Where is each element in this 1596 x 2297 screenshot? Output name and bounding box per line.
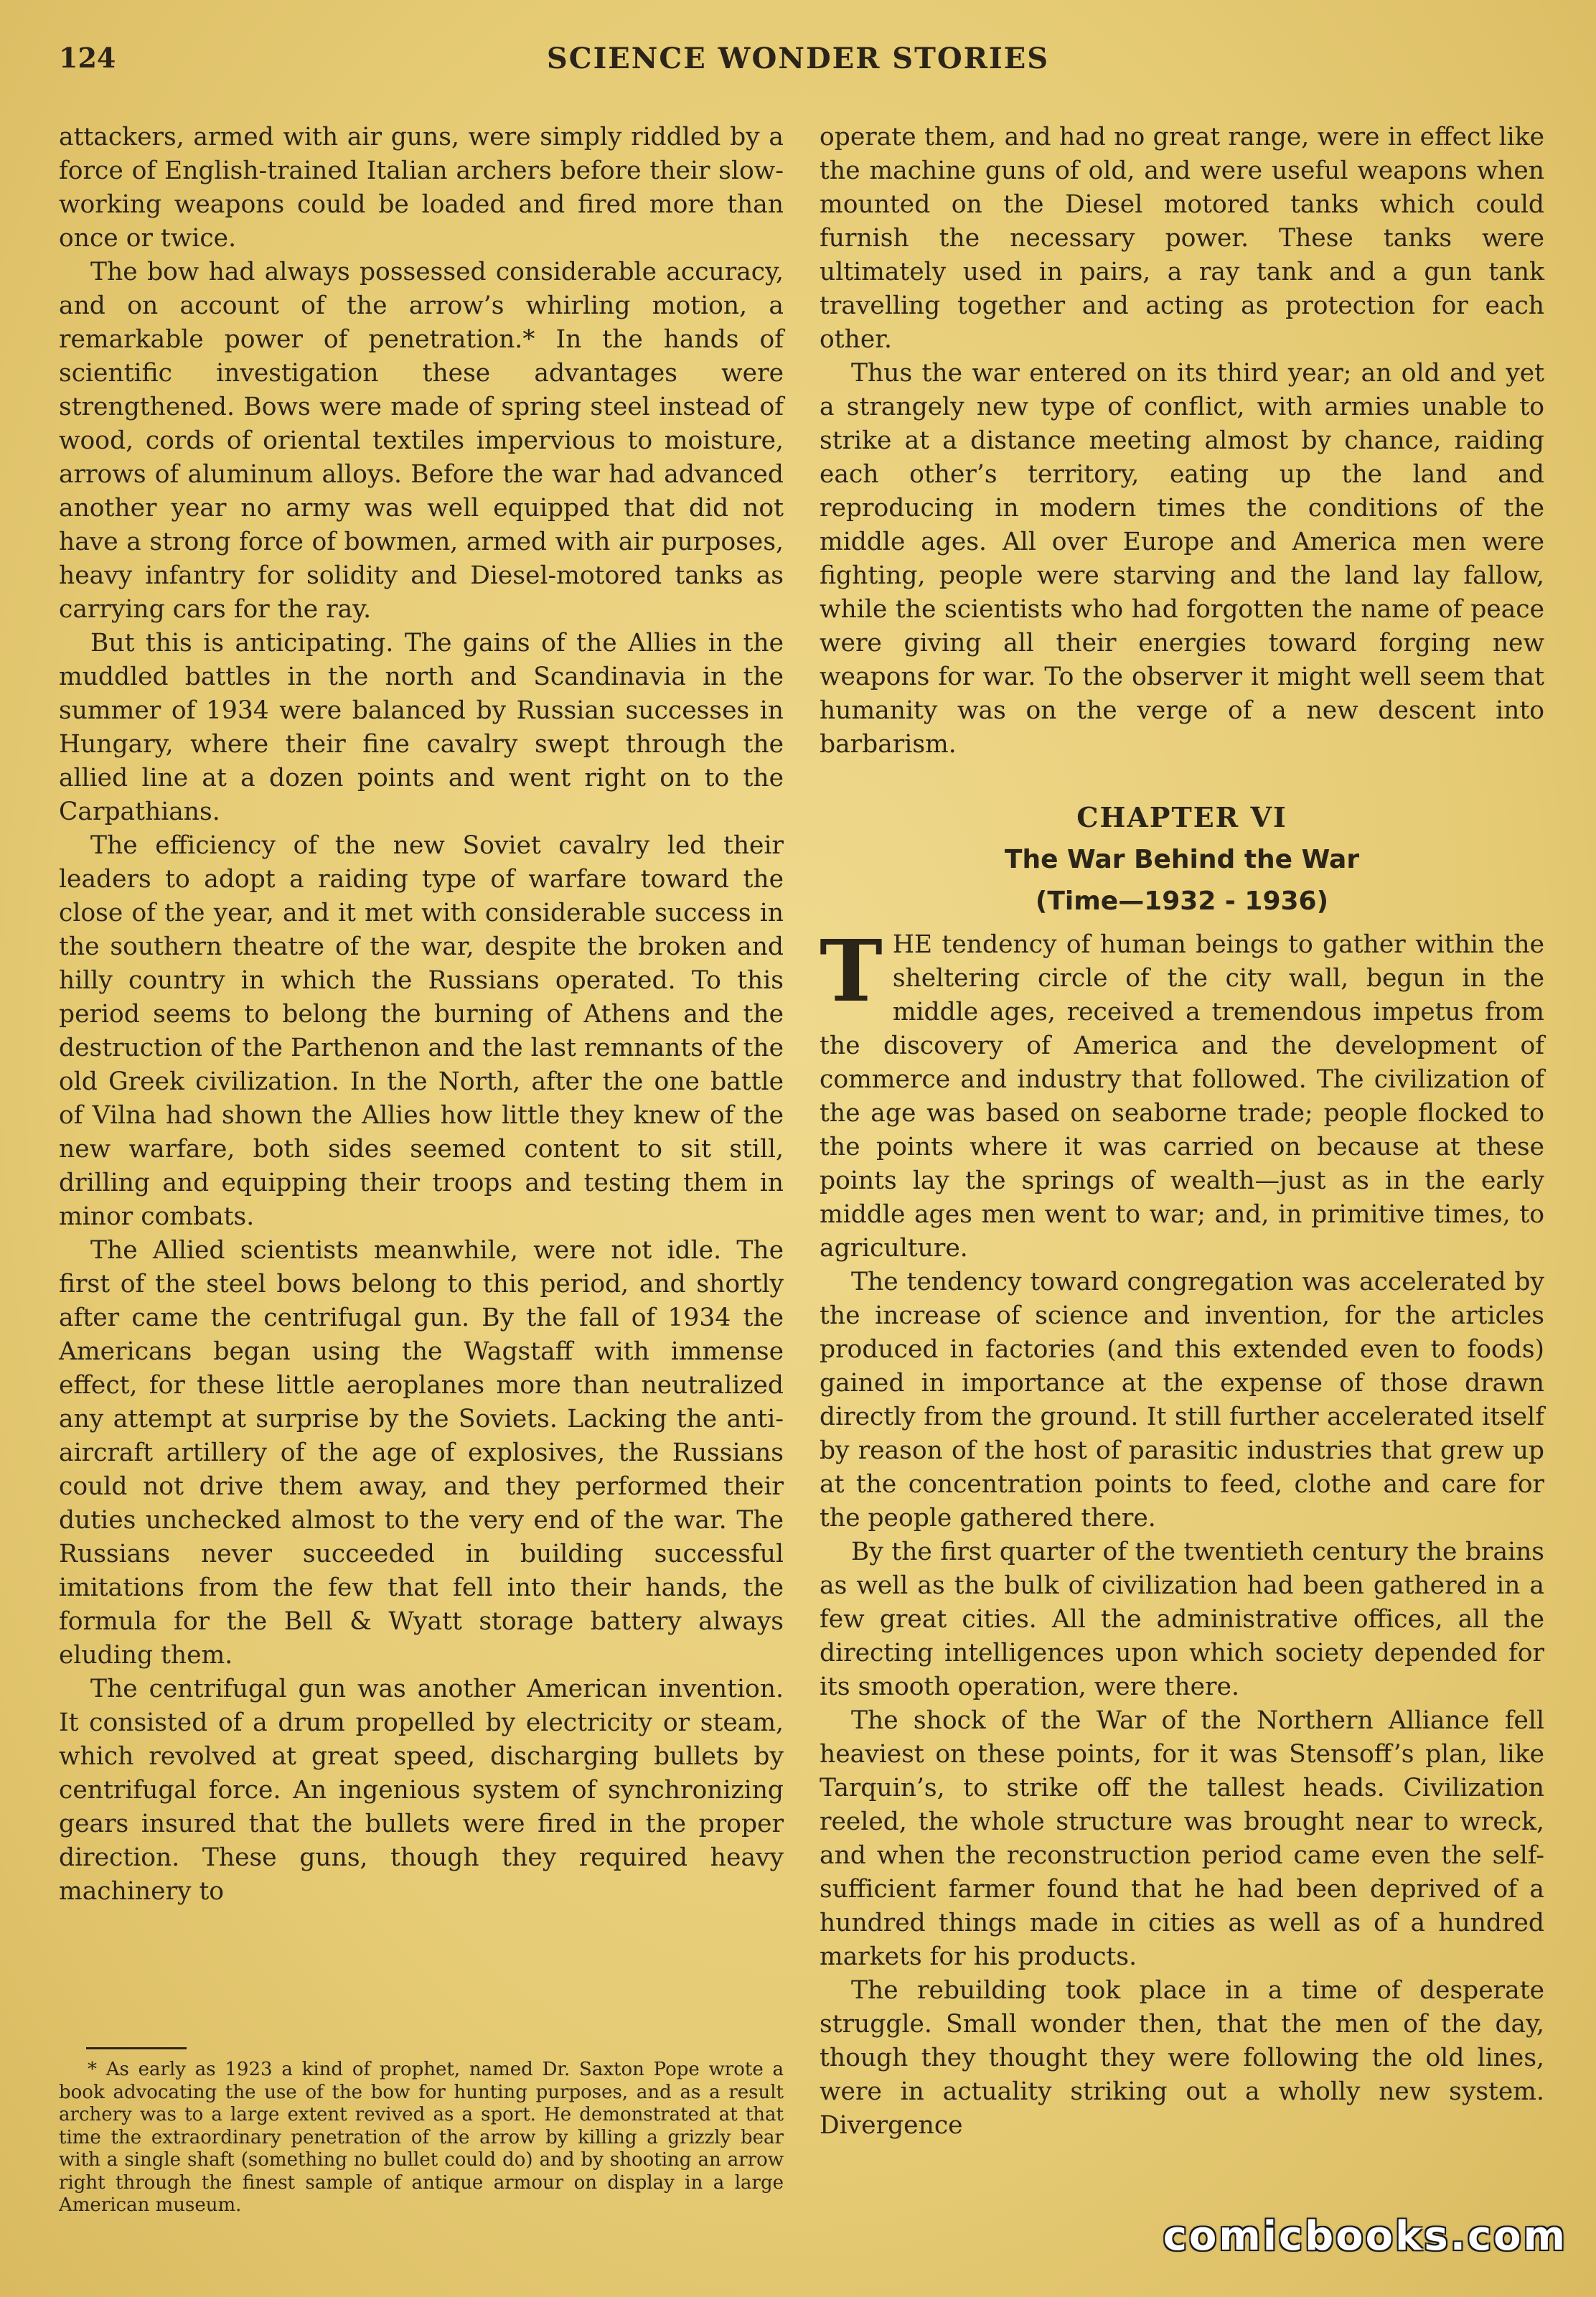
paragraph: But this is anticipating. The gains of the Allies in the muddled battles in the north and Scandinavia in the summer of 1934 were balanced by Russian successes in Hungary, where their fine cavalry swept through the allied line at a dozen points and went right on to the Carpathians. [59, 629, 784, 826]
paragraph: The rebuilding took place in a time of desperate struggle. Small wonder then, that the men of the day, though they thought they were following the old lines, were in actuality striking out a wholly new system. Divergence [820, 1976, 1544, 2140]
page-header [59, 42, 1537, 85]
chapter-title: The War Behind the War [1004, 845, 1360, 874]
drop-cap: T [820, 921, 883, 1021]
paragraph: The centrifugal gun was another American invention. It consisted of a drum propelled by electricity or steam, which revolved at great speed, discharging bullets by centrifugal force. An ingenious system of synchronizing gears insured that the bullets were fired in the proper direction. These guns, though they required heavy machinery to [59, 1675, 784, 1906]
chapter-time: (Time—1932 - 1936) [1035, 886, 1329, 916]
right-column [820, 121, 1544, 2143]
opening-paragraph [820, 921, 1544, 1266]
paragraph: The efficiency of the new Soviet cavalry led their leaders to adopt a raiding type of warfare toward the close of the year, and it met with considerable success in the southern theatre of the war, despite the broken and hilly country in which the Russians operated. To this period seems to belong the burning of Athens and the destruction of the Parthenon and the last remnants of the old Greek civilization. In the North, after the one battle of Vilna had shown the Allies how little they knew of the new warfare, both sides seemed content to sit still, drilling and equipping their troops and testing them in minor combats. [59, 831, 784, 1231]
footnote [59, 2059, 784, 2217]
paragraph: The shock of the War of the Northern Alliance fell heaviest on these points, for it was Stensoff’s plan, like Tarquin’s, to strike off the tallest heads. Civilization reeled, the whole structure was brought near to wreck, and when the reconstruction period came even the self-sufficient farmer found that he had been deprived of a hundred things made in cities as well as of a hundred markets for his products. [820, 1706, 1544, 1971]
opening-paragraph-text: HE tendency of human beings to gather within the sheltering circle of the city wall, begun in the middle ages, received a tremendous impetus from the discovery of America and the development of commerce and industry that followed. The civilization of the age was based on seaborne trade; people flocked to the points where it was carried on because at these points lay the springs of wealth—just as in the early middle ages men went to war; and, in primitive times, to agriculture. [820, 930, 1544, 1263]
paragraph: The bow had always possessed considerable accuracy, and on account of the arrow’s whirling motion, a remarkable power of penetration.* In the hands of scientific investigation these advantages were strengthened. Bows were made of spring steel instead of wood, cords of oriental textiles impervious to moisture, arrows of aluminum alloys. Before the war had advanced another year no army was well equipped that did not have a strong force of bowmen, armed with air purposes, heavy infantry for solidity and Diesel-motored tanks as carrying cars for the ray. [59, 258, 784, 624]
paragraph: operate them, and had no great range, were in effect like the machine guns of old, and were useful weapons when mounted on the Diesel motored tanks which could furnish the necessary power. These tanks were ultimately used in pairs, a ray tank and a gun tank travelling together and acting as protection for each other. [820, 123, 1544, 354]
chapter-number: CHAPTER VI [1076, 801, 1287, 833]
paragraph: Thus the war entered on its third year; an old and yet a strangely new type of conflict, with armies unable to strike at a distance meeting almost by chance, raiding each other’s territory, eating up the land and reproducing in modern times the conditions of the middle ages. All over Europe and America men were fighting, people were starving and the land lay fallow, while the scientists who had forgotten the name of peace were giving all their energies toward forging new weapons for war. To the observer it might well seem that humanity was on the verge of a new descent into barbarism. [820, 359, 1544, 759]
paragraph: By the first quarter of the twentieth century the brains as well as the bulk of civilization had been gathered in a few great cities. All the administrative offices, all the directing intelligences upon which society depended for its smooth operation, were there. [820, 1538, 1544, 1701]
page-number: 124 [59, 42, 116, 74]
footnote-divider [86, 2047, 187, 2049]
paragraph: The Allied scientists meanwhile, were not idle. The first of the steel bows belong to this period, and shortly after came the centrifugal gun. By the fall of 1934 the Americans began using the Wagstaff with immense effect, for these little aeroplanes more than neutralized any attempt at surprise by the Soviets. Lacking the anti-aircraft artillery of the age of explosives, the Russians could not drive them away, and they performed their duties unchecked almost to the very end of the war. The Russians never succeeded in building successful imitations from the few that fell into their hands, the formula for the Bell & Wyatt storage battery always eluding them. [59, 1236, 784, 1670]
watermark-logo: comicbooks.com [1163, 2213, 1567, 2260]
paragraph: attackers, armed with air guns, were simply riddled by a force of English-trained Italian archers before their slow-working weapons could be loaded and fired more than once or twice. [59, 123, 784, 253]
running-head: SCIENCE WONDER STORIES [546, 42, 1050, 75]
footnote-text: * As early as 1923 a kind of prophet, named Dr. Saxton Pope wrote a book advocating the use of the bow for hunting purposes, and as a result archery was to a large extent revived as a sport. He demonstrated at that time the extraordinary penetration of the arrow by killing a grizzly bear with a single shaft (something no bullet could do) and by shooting an arrow right through the finest sample of antique armour on display in a large American museum. [59, 2059, 784, 2216]
paragraph: The tendency toward congregation was accelerated by the increase of science and invention, for the articles produced in factories (and this extended even to foods) gained in importance at the expense of those drawn directly from the ground. It still further accelerated itself by reason of the host of parasitic industries that grew up at the concentration points to feed, clothe and care for the people gathered there. [820, 1268, 1544, 1533]
left-column [59, 121, 784, 1909]
chapter-heading [820, 796, 1544, 922]
